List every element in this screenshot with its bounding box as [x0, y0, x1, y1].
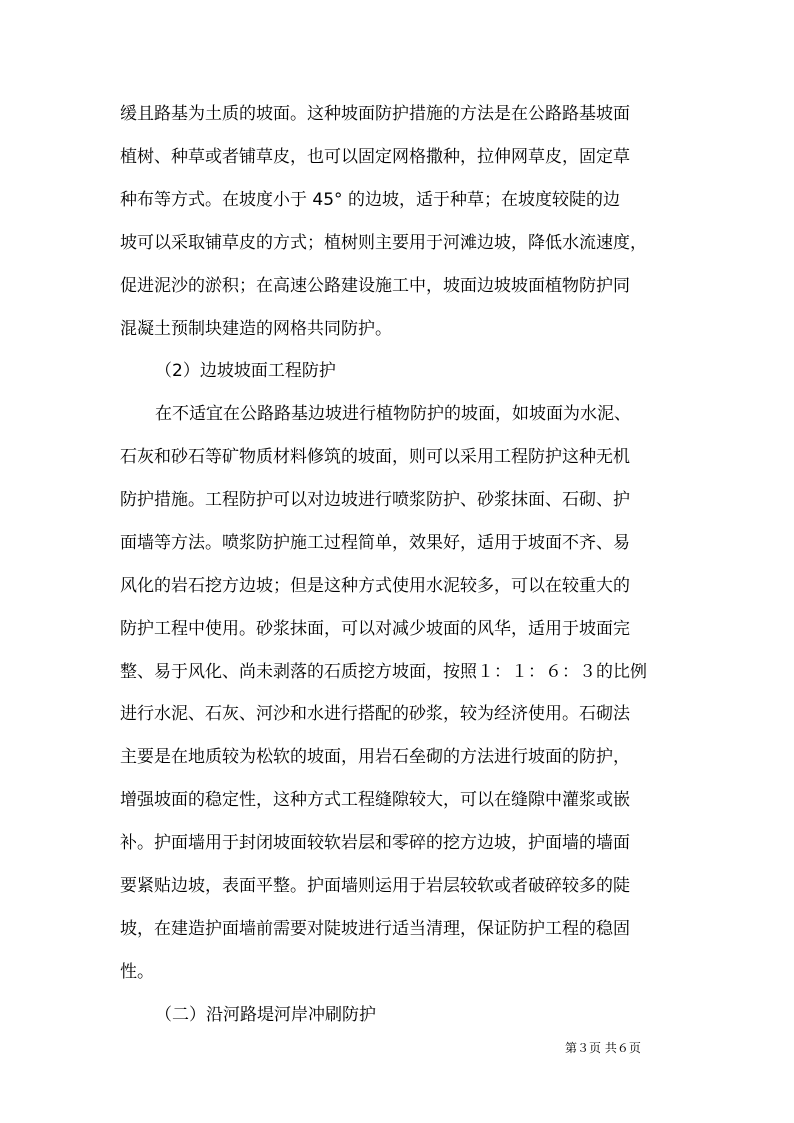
body-text-line: 风化的岩石挖方边坡；但是这种方式使用水泥较多，可以在较重大的 [120, 576, 630, 596]
body-text-line: 石灰和砂石等矿物质材料修筑的坡面，则可以采用工程防护这种无机 [120, 447, 630, 467]
body-text-line: 促进泥沙的淤积；在高速公路建设施工中，坡面边坡坡面植物防护同 [120, 276, 630, 296]
body-text-line: 增强坡面的稳定性，这种方式工程缝隙较大，可以在缝隙中灌浆或嵌 [120, 790, 630, 810]
body-text-line: 整、易于风化、尚未剥落的石质挖方坡面，按照１：１：６：３的比例 [120, 662, 647, 682]
body-text-line: 种布等方式。在坡度小于 45° 的边坡，适于种草；在坡度较陡的边 [120, 190, 620, 210]
body-text-line: 坡，在建造护面墙前需要对陡坡进行适当清理，保证防护工程的稳固 [120, 919, 630, 939]
body-text-line: 植树、种草或者铺草皮，也可以固定网格撒种，拉伸网草皮，固定草 [120, 147, 630, 167]
body-text-line: 防护工程中使用。砂浆抹面，可以对减少坡面的风华，适用于坡面完 [120, 619, 630, 639]
section-heading: （二）沿河路堤河岸冲刷防护 [155, 1005, 376, 1025]
body-text-line: 性。 [120, 962, 154, 982]
body-text-line: 缓且路基为土质的坡面。这种坡面防护措施的方法是在公路路基坡面 [120, 104, 630, 124]
body-text-line: 补。护面墙用于封闭坡面较软岩层和零碎的挖方边坡，护面墙的墙面 [120, 833, 630, 853]
body-text-line: 坡可以采取铺草皮的方式；植树则主要用于河滩边坡，降低水流速度， [120, 233, 647, 253]
body-text-line: 混凝土预制块建造的网格共同防护。 [120, 319, 392, 339]
body-text-line: 防护措施。工程防护可以对边坡进行喷浆防护、砂浆抹面、石砌、护 [120, 490, 630, 510]
body-text-line: 在不适宜在公路路基边坡进行植物防护的坡面，如坡面为水泥、 [155, 404, 631, 424]
body-text-line: 主要是在地质较为松软的坡面，用岩石垒砌的方法进行坡面的防护， [120, 747, 630, 767]
body-text-line: 要紧贴边坡，表面平整。护面墙则运用于岩层较软或者破碎较多的陡 [120, 876, 630, 896]
body-text-line: 进行水泥、石灰、河沙和水进行搭配的砂浆，较为经济使用。石砌法 [120, 704, 630, 724]
body-text-line: 面墙等方法。喷浆防护施工过程简单，效果好，适用于坡面不齐、易 [120, 533, 630, 553]
section-heading: （2）边坡坡面工程防护 [155, 361, 336, 381]
page-number-footer: 第３页 共６页 [565, 1041, 641, 1055]
